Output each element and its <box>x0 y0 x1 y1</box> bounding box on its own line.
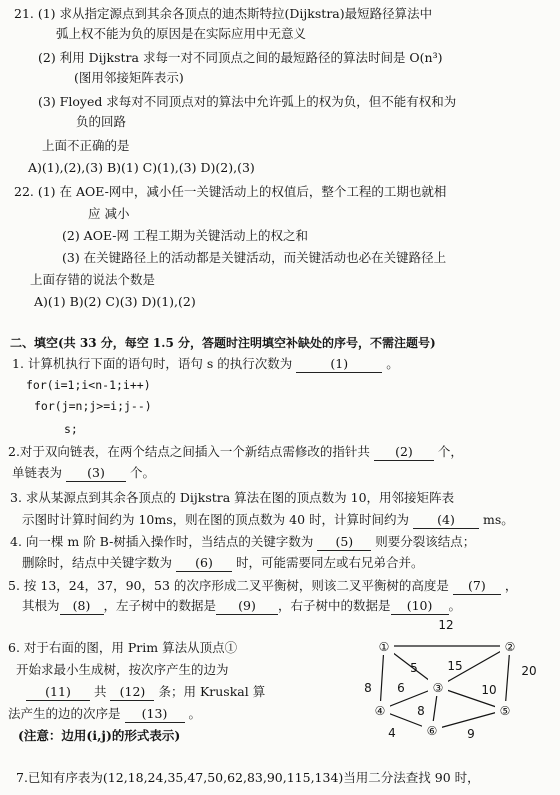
fill-1-text: 1. 计算机执行下面的语句时，语句 s 的执行次数为 <box>12 356 293 371</box>
blank-10[interactable]: (10) <box>391 598 449 615</box>
fill-7: 7.已知有序表为(12,18,24,35,47,50,62,83,90,115,134)当用二分法查找 90 时， <box>16 770 480 785</box>
fill-5-root-label: 其根为 <box>22 598 60 613</box>
q21-statement-3-cont: 负的回路 <box>76 114 127 129</box>
fill-6-end: 。 <box>188 706 201 721</box>
fill-4-mid: 则要分裂该结点； <box>375 534 476 549</box>
q21-statement-3: (3) Floyed 求每对不同顶点对的算法中允许弧上的权为负，但不能有权和为 <box>38 94 457 109</box>
fill-3-end: ms。 <box>482 512 514 527</box>
fill-2-cont <box>12 465 155 482</box>
edge-2-5 <box>505 646 510 710</box>
fill-6: 6. 对于右面的图，用 Prim 算法从顶点① <box>8 640 238 655</box>
q21-statement-2-cont: (图用邻接矩阵表示) <box>74 70 184 85</box>
vertex-4: ④ <box>374 704 386 718</box>
fill-1-end: 。 <box>386 356 399 371</box>
fill-5-left-label: ，左子树中的数据是 <box>103 598 217 613</box>
blank-3[interactable]: (3) <box>66 465 126 482</box>
fill-2-end: 个。 <box>129 465 155 480</box>
q21-statement-1: 21. (1) 求从指定源点到其余各顶点的迪杰斯特拉(Dijkstra)最短路径算法中 <box>14 6 433 21</box>
blank-9[interactable]: (9) <box>216 598 278 615</box>
weight-3-6: 8 <box>417 704 425 718</box>
fill-6-line-2: 开始求最小生成树，按次序产生的边为 <box>16 662 229 677</box>
weight-5-6: 9 <box>467 727 475 741</box>
weight-1-2: 12 <box>438 618 454 632</box>
weight-3-4: 6 <box>397 681 405 695</box>
q22-statement-3: (3) 在关键路径上的活动都是关键活动，而关键活动也必在关键路径上 <box>62 250 447 265</box>
fill-3: 3. 求从某源点到其余各顶点的 Dijkstra 算法在图的顶点数为 10，用邻接矩阵表 <box>10 490 455 505</box>
blank-5[interactable]: (5) <box>317 534 371 551</box>
fill-6-kruskal-label: 条；用 Kruskal 算 <box>158 684 266 699</box>
code-line-2: for(j=n;j>=i;j--) <box>34 399 152 413</box>
weight-1-4: 8 <box>364 681 372 695</box>
fill-5-end: 。 <box>448 598 462 613</box>
fill-1 <box>12 356 399 373</box>
fill-5-right-label: ，右子树中的数据是 <box>278 598 391 613</box>
blank-6[interactable]: (6) <box>176 555 232 572</box>
q22-statement-2: (2) AOE-网 工程工期为关键活动上的权之和 <box>62 228 309 243</box>
weight-3-5: 10 <box>481 683 497 697</box>
fill-5 <box>8 578 517 595</box>
fill-5-sep: ， <box>504 578 518 593</box>
fill-6-count-label: 共 <box>93 684 107 699</box>
q21-prompt: 上面不正确的是 <box>42 138 130 153</box>
q22-prompt: 上面存错的说法个数是 <box>30 272 156 287</box>
vertex-6: ⑥ <box>426 724 438 738</box>
weight-2-3: 15 <box>447 659 463 673</box>
blank-13[interactable]: (13) <box>125 706 185 723</box>
fill-4 <box>10 534 475 551</box>
vertex-5: ⑤ <box>499 704 511 718</box>
q21-statement-1-cont: 弧上权不能为负的原因是在实际应用中无意义 <box>56 26 307 41</box>
fill-5-text: 5. 按 13，24，37，90，53 的次序形成二叉平衡树，则该二叉平衡树的高度是 <box>8 578 449 593</box>
fill-3-cont <box>22 512 514 529</box>
blank-2[interactable]: (2) <box>374 444 434 461</box>
fill-6-line-3 <box>26 684 265 701</box>
fill-2-text-2: 单链表为 <box>12 465 63 480</box>
blank-12[interactable]: (12) <box>110 684 154 701</box>
fill-3-text: 示图时计算时间约为 10ms，则在图的顶点数为 40 时，计算时间约为 <box>22 512 410 527</box>
weight-2-5: 20 <box>521 664 537 678</box>
blank-7[interactable]: (7) <box>453 578 501 595</box>
edge-1-4 <box>380 646 384 710</box>
fill-6-note: (注意：边用(i,j)的形式表示) <box>18 728 181 743</box>
blank-1[interactable]: (1) <box>296 356 382 373</box>
section-heading: 二、填空(共 33 分，每空 1.5 分，答题时注明填空补缺处的序号，不需注题号) <box>10 336 436 350</box>
code-line-3: s; <box>64 422 78 436</box>
fill-4-cont <box>22 555 424 572</box>
fill-2 <box>8 444 463 461</box>
code-line-1: for(i=1;i<n-1;i++) <box>26 378 151 392</box>
fill-6-order-label: 法产生的边的次序是 <box>8 706 121 721</box>
blank-8[interactable]: (8) <box>60 598 104 615</box>
q22-statement-1-cont: 应 减小 <box>88 206 130 221</box>
q22-options: A)(1) B)(2) C)(3) D)(1),(2) <box>34 294 196 309</box>
blank-11[interactable]: (11) <box>26 684 90 701</box>
blank-4[interactable]: (4) <box>413 512 479 529</box>
vertex-2: ② <box>504 640 516 654</box>
q21-options: A)(1),(2),(3) B)(1) C)(1),(3) D)(2),(3) <box>28 160 255 175</box>
fill-4-text: 4. 向一棵 m 阶 B-树插入操作时，当结点的关键字数为 <box>10 534 314 549</box>
fill-2-text: 2.对于双向链表，在两个结点之间插入一个新结点需修改的指针共 <box>8 444 370 459</box>
fill-6-line-4 <box>8 706 201 723</box>
weight-4-6: 4 <box>388 726 396 740</box>
weighted-graph-figure <box>340 612 550 744</box>
vertex-1: ① <box>378 640 390 654</box>
fill-2-mid: 个， <box>437 444 463 459</box>
weight-1-3: 5 <box>410 661 418 675</box>
q22-statement-1: 22. (1) 在 AOE-网中，减小任一关键活动上的权值后，整个工程的工期也就相 <box>14 184 447 199</box>
q21-statement-2: (2) 利用 Dijkstra 求每一对不同顶点之间的最短路径的算法时间是 O(n³) <box>38 50 443 65</box>
vertex-3: ③ <box>432 681 444 695</box>
fill-4-end: 时，可能需要同左或右兄弟合并。 <box>235 555 424 570</box>
fill-4-text-2: 删除时，结点中关键字数为 <box>22 555 173 570</box>
